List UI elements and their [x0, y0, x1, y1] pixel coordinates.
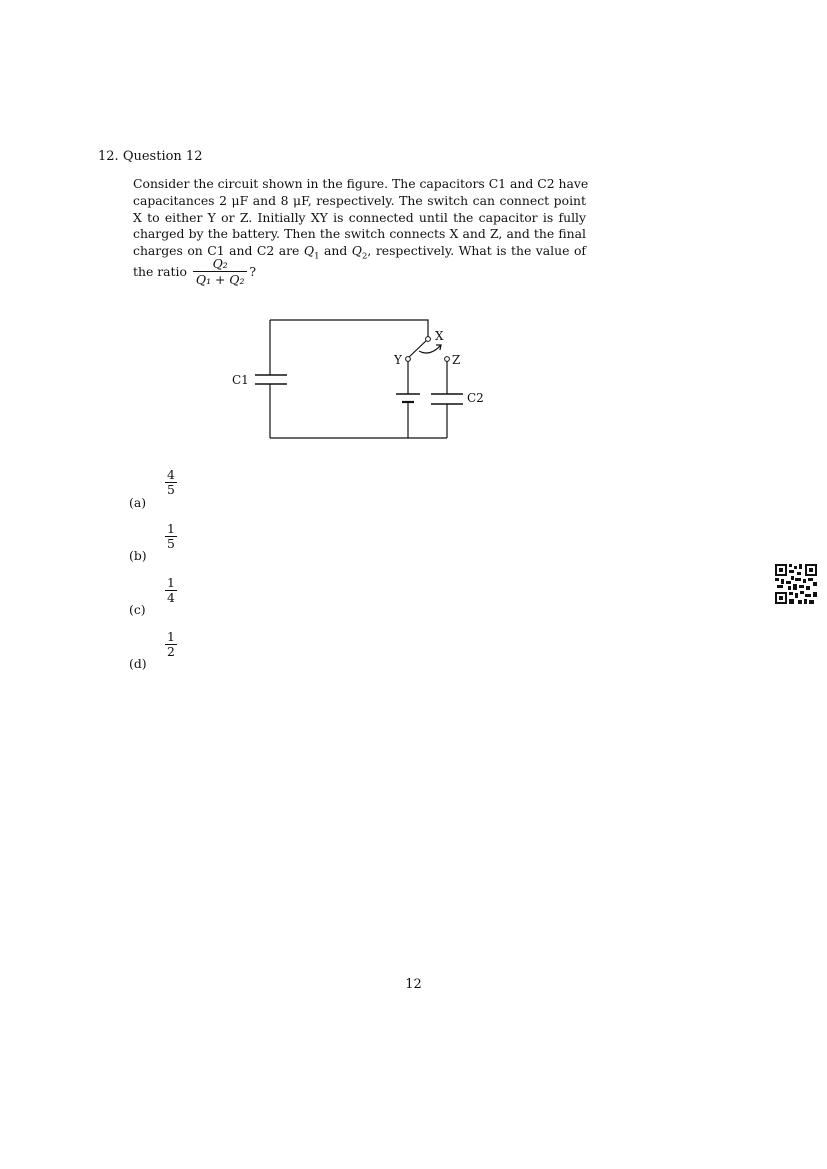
ratio-line — [133, 256, 256, 292]
option-c-fraction — [165, 576, 177, 605]
switch-blade — [408, 339, 428, 358]
q2-subscript: 2 — [361, 251, 368, 262]
line5-pre: charges on C1 and C2 are — [133, 243, 300, 259]
question-text — [133, 176, 589, 265]
question-title: Question 12 — [122, 149, 203, 164]
ratio-fraction — [193, 256, 248, 287]
option-b-label: (b) — [129, 548, 147, 563]
question-line-3: X to either Y or Z. Initially XY is connected until the capacitor is fully — [133, 209, 586, 225]
option-d-label: (d) — [129, 656, 147, 671]
option-d-denominator: 2 — [165, 644, 177, 659]
label-y: Y — [394, 353, 402, 367]
label-c1: C1 — [232, 373, 249, 387]
switch-arrow — [419, 345, 441, 353]
terminal-y — [406, 357, 411, 362]
circuit-diagram — [225, 315, 505, 445]
option-c-label: (c) — [129, 602, 146, 617]
option-a-fraction — [165, 468, 177, 497]
option-c-denominator: 4 — [165, 590, 177, 605]
question-line-2: capacitances 2 μF and 8 μF, respectively. The switch can connect point — [133, 192, 586, 208]
page-number: 12 — [405, 977, 422, 992]
and-word: and — [323, 243, 348, 259]
question-number: 12. — [98, 149, 119, 164]
terminal-x — [426, 337, 431, 342]
question-line-1: Consider the circuit shown in the figure. The capacitors C1 and C2 have — [133, 176, 589, 191]
option-d-fraction — [165, 630, 177, 659]
label-z: Z — [452, 353, 461, 367]
ratio-denominator: Q₁ + Q₂ — [193, 271, 248, 287]
option-a-label: (a) — [129, 495, 147, 510]
line5-post: , respectively. What is the value of — [367, 243, 586, 259]
option-b-numerator: 1 — [167, 521, 175, 536]
q2-symbol: Q — [351, 243, 362, 259]
option-b-denominator: 5 — [165, 536, 177, 551]
option-c-numerator: 1 — [167, 575, 175, 590]
question-line-4: charged by the battery. Then the switch connects X and Z, and the final — [133, 226, 586, 242]
ratio-suffix: ? — [249, 264, 257, 279]
ratio-numerator: Q₂ — [212, 256, 228, 271]
ratio-prefix: the ratio — [133, 264, 187, 279]
option-b-fraction — [165, 522, 177, 551]
option-a-denominator: 5 — [165, 482, 177, 497]
question-header — [98, 149, 202, 164]
label-x: X — [435, 329, 444, 343]
terminal-z — [445, 357, 450, 362]
qr-code-icon — [775, 564, 817, 604]
option-d-numerator: 1 — [167, 629, 175, 644]
label-c2: C2 — [467, 391, 484, 405]
wire-top — [270, 320, 428, 338]
option-a-numerator: 4 — [167, 467, 175, 482]
q1-symbol: Q — [303, 243, 315, 259]
q1-subscript: 1 — [314, 251, 320, 262]
